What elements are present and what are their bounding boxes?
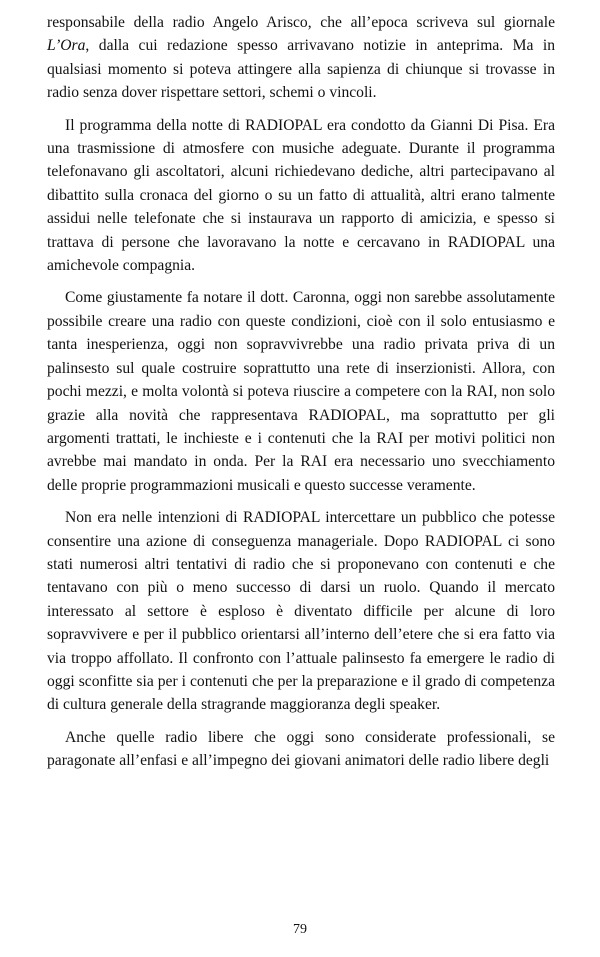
- page-number: 79: [293, 922, 307, 937]
- body-text: [47, 11, 555, 773]
- newspaper-title: L’Ora: [47, 37, 86, 55]
- paragraph-2: Il programma della notte di RADIOPAL era condotto da Gianni Di Pisa. Era una trasmissione di atmosfere con musiche adeguate. Durante il programma telefonavano gli ascoltatori, alcuni richiedevano dediche, altri partecipavano al dibattito sulla cronaca del giorno o su un fatto di attualità, altri erano talmente assidui nelle telefonate che si instaurava un rapporto di amicizia, e spesso si trattava di persone che lavoravano la notte e cercavano in RADIOPAL una amichevole compagnia.: [47, 116, 555, 275]
- paragraph-3: Come giustamente fa notare il dott. Caronna, oggi non sarebbe assolutamente possibile creare una radio con queste condizioni, cioè con il solo entusiasmo e tanta inesperienza, oggi non sopravvivrebbe una radio privata priva di un palinsesto sul quale costruire soprattutto una rete di inserzionisti. Allora, con pochi mezzi, e molta volontà si poteva riuscire a competere con la RAI, non solo grazie alla novità che rappresentava RADIOPAL, ma soprattutto per gli argomenti trattati, le inchieste e i contenuti che la RAI per motivi politici non avrebbe mai mandato in onda. Per la RAI era necessario uno svecchiamento delle proprie programmazioni musicali e questo successe veramente.: [47, 289, 555, 494]
- paragraph-5: Anche quelle radio libere che oggi sono considerate professionali, se paragonate all’enfasi e all’impegno dei giovani animatori delle radio libere degli: [47, 728, 555, 770]
- paragraph-1: responsabile della radio Angelo Arisco, che all’epoca scriveva sul giornale L’Ora, dalla cui redazione spesso arrivavano notizie in anteprima. Ma in qualsiasi momento si poteva attingere alla sapienza di chiunque si trovasse in radio senza dover rispettare settori, schemi o vincoli.: [47, 14, 555, 102]
- paragraph-4: Non era nelle intenzioni di RADIOPAL intercettare un pubblico che potesse consentire una azione di conseguenza manageriale. Dopo RADIOPAL ci sono stati numerosi altri tentativi di radio che si proponevano con contenuti e che tentavano con più o meno successo di darsi un ruolo. Quando il mercato interessato al settore è esploso è diventato difficile per alcune di loro sopravvivere e per il pubblico orientarsi all’interno dell’etere che si era fatto via via troppo affollato. Il confronto con l’attuale palinsesto fa emergere le radio di oggi sconfitte sia per i contenuti che per la preparazione e il grado di competenza di cultura generale della stragrande maggioranza degli speaker.: [47, 509, 555, 714]
